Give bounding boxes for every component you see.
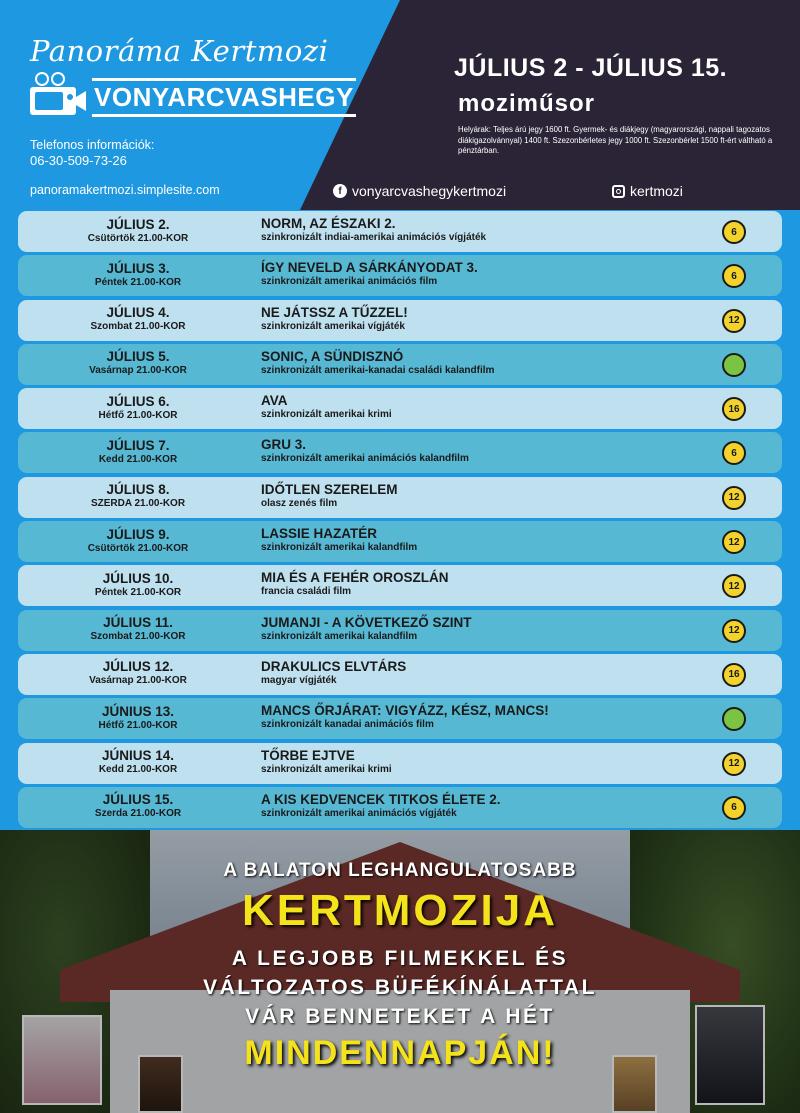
film-genre: szinkronizált amerikai animációs kalandfilm xyxy=(261,453,469,465)
screening-date xyxy=(18,616,258,644)
film-title: AVA xyxy=(261,393,288,409)
logo xyxy=(28,70,356,117)
cinema-photo-banner xyxy=(0,830,800,1113)
schedule-row xyxy=(18,477,782,518)
screening-date xyxy=(18,395,258,423)
screening-time: Vasárnap 21.00-KOR xyxy=(89,675,187,687)
tv-projector-icon xyxy=(28,71,88,117)
screening-day: JÚLIUS 3. xyxy=(106,260,170,276)
screening-day: JÚLIUS 9. xyxy=(106,526,170,542)
film-title: LASSIE HAZATÉR xyxy=(261,526,378,542)
age-rating-badge: 12 xyxy=(722,486,746,510)
screening-date xyxy=(18,306,258,334)
slogan-body xyxy=(0,944,800,1031)
instagram-link[interactable] xyxy=(612,183,683,199)
facebook-handle: vonyarcvashegykertmozi xyxy=(352,183,507,199)
slogan-body-line: VÁR BENNETEKET A HÉT xyxy=(245,1005,555,1028)
screening-date xyxy=(18,528,258,556)
slogan-headline: KERTMOZIJA xyxy=(242,886,558,935)
price-info: Helyárak: Teljes árú jegy 1600 ft. Gyermek- és diákjegy (magyarországi, nappali tagozatos diákigazolvánnyal) 1400 ft. Szezonbérletes jegy 1000 ft. Szezonbérlet 1500 ft-ért váltható a pénztárban. xyxy=(458,125,773,155)
film-genre: szinkronizált amerikai krimi xyxy=(261,763,392,775)
age-rating-badge: 12 xyxy=(722,619,746,643)
screening-date xyxy=(18,705,258,733)
film-title: IDŐTLEN SZERELEM xyxy=(261,481,398,497)
date-range: JÚLIUS 2 - JÚLIUS 15. xyxy=(454,54,728,82)
film-genre: magyar vígjáték xyxy=(261,674,337,686)
film-info xyxy=(261,793,501,821)
screening-day: JÚLIUS 12. xyxy=(102,659,174,675)
schedule-row xyxy=(18,610,782,651)
film-genre: szinkronizált amerikai kalandfilm xyxy=(261,630,418,642)
age-rating-badge: 12 xyxy=(722,574,746,598)
film-info xyxy=(261,704,549,732)
screening-day: JÚLIUS 15. xyxy=(102,792,174,808)
film-title: JUMANJI - A KÖVETKEZŐ SZINT xyxy=(261,614,472,630)
film-title: MANCS ŐRJÁRAT: VIGYÁZZ, KÉSZ, MANCS! xyxy=(261,703,549,719)
screening-time: Hétfő 21.00-KOR xyxy=(98,409,178,421)
film-info xyxy=(261,616,472,644)
screening-date xyxy=(18,660,258,688)
schedule-row xyxy=(18,344,782,385)
screening-time: Csütörtök 21.00-KOR xyxy=(87,542,189,554)
film-title: SONIC, A SÜNDISZNÓ xyxy=(261,348,404,364)
screening-time: Szombat 21.00-KOR xyxy=(90,631,186,643)
screening-date xyxy=(18,218,258,246)
age-rating-badge xyxy=(722,353,746,377)
film-title: ÍGY NEVELD A SÁRKÁNYODAT 3. xyxy=(261,260,478,276)
screening-date xyxy=(18,262,258,290)
film-info xyxy=(261,394,392,422)
screening-day: JÚLIUS 7. xyxy=(106,437,170,453)
film-genre: szinkronizált amerikai animációs vígjáték xyxy=(261,807,457,819)
screening-date xyxy=(18,572,258,600)
film-title: MIA ÉS A FEHÉR OROSZLÁN xyxy=(261,570,449,586)
schedule-row xyxy=(18,654,782,695)
age-rating-badge: 6 xyxy=(722,441,746,465)
screening-time: Vasárnap 21.00-KOR xyxy=(89,365,187,377)
screening-time: Szombat 21.00-KOR xyxy=(90,321,186,333)
age-rating-badge xyxy=(722,707,746,731)
schedule-row xyxy=(18,565,782,606)
screening-date xyxy=(18,749,258,777)
film-info xyxy=(261,306,408,334)
age-rating-badge: 6 xyxy=(722,264,746,288)
screening-day: JÚLIUS 6. xyxy=(106,393,170,409)
screening-day: JÚNIUS 13. xyxy=(101,703,175,719)
screening-day: JÚLIUS 5. xyxy=(106,349,170,365)
screening-date xyxy=(18,483,258,511)
screening-time: Csütörtök 21.00-KOR xyxy=(87,232,189,244)
schedule-row xyxy=(18,211,782,252)
slogan-line-1: A BALATON LEGHANGULATOSABB xyxy=(223,860,577,881)
film-genre: szinkronizált amerikai vígjáték xyxy=(261,320,405,332)
film-info xyxy=(261,483,398,511)
schedule-row xyxy=(18,388,782,429)
screening-day: JÚLIUS 8. xyxy=(106,482,170,498)
film-title: A KIS KEDVENCEK TITKOS ÉLETE 2. xyxy=(261,791,501,807)
screening-day: JÚLIUS 2. xyxy=(106,216,170,232)
film-info xyxy=(261,261,478,289)
screening-time: Hétfő 21.00-KOR xyxy=(98,719,178,731)
film-title: NORM, AZ ÉSZAKI 2. xyxy=(261,216,396,231)
slogan-closing: MINDENNAPJÁN! xyxy=(244,1034,556,1072)
schedule-row xyxy=(18,698,782,739)
screening-time: SZERDA 21.00-KOR xyxy=(90,498,186,510)
slogan-body-line: A LEGJOBB FILMEKKEL ÉS xyxy=(231,947,569,970)
film-genre: olasz zenés film xyxy=(261,497,338,509)
schedule-row xyxy=(18,521,782,562)
film-info xyxy=(261,660,406,688)
film-genre: szinkronizált amerikai krimi xyxy=(261,409,392,421)
film-genre: szinkronizált indiai-amerikai animációs vígjáték xyxy=(261,232,487,243)
age-rating-badge: 12 xyxy=(722,530,746,554)
screening-date xyxy=(18,439,258,467)
phone-label: Telefonos információk: xyxy=(30,138,155,152)
film-genre: szinkronizált kanadai animációs film xyxy=(261,719,434,731)
film-title: NE JÁTSSZ A TŰZZEL! xyxy=(261,304,408,320)
age-rating-badge: 16 xyxy=(722,397,746,421)
slogan-body-line: VÁLTOZATOS BÜFÉKÍNÁLATTAL xyxy=(203,976,597,999)
screening-time: Szerda 21.00-KOR xyxy=(94,808,182,820)
facebook-icon: f xyxy=(333,184,347,198)
screening-day: JÚNIUS 14. xyxy=(101,748,175,764)
film-genre: francia családi film xyxy=(261,586,352,598)
schedule-row xyxy=(18,255,782,296)
schedule-list xyxy=(18,211,782,830)
film-info xyxy=(261,217,486,245)
website-link[interactable]: panoramakertmozi.simplesite.com xyxy=(30,183,220,197)
phone-number[interactable]: 06-30-509-73-26 xyxy=(30,153,127,168)
age-rating-badge: 6 xyxy=(722,796,746,820)
instagram-icon xyxy=(612,185,625,198)
age-rating-badge: 12 xyxy=(722,752,746,776)
screening-time: Péntek 21.00-KOR xyxy=(94,586,182,598)
schedule-row xyxy=(18,432,782,473)
screening-date xyxy=(18,350,258,378)
screening-day: JÚLIUS 11. xyxy=(103,615,173,631)
screening-date xyxy=(18,793,258,821)
brand-name: VONYARCVASHEGY xyxy=(92,78,356,117)
schedule-row xyxy=(18,743,782,784)
film-info xyxy=(261,438,469,466)
facebook-link[interactable] xyxy=(333,183,506,199)
film-title: TŐRBE EJTVE xyxy=(261,747,355,763)
screening-day: JÚLIUS 10. xyxy=(102,570,174,586)
schedule-row xyxy=(18,787,782,828)
screening-time: Péntek 21.00-KOR xyxy=(94,276,182,288)
film-title: DRAKULICS ELVTÁRS xyxy=(261,658,407,674)
schedule-row xyxy=(18,300,782,341)
screening-day: JÚLIUS 4. xyxy=(106,305,170,321)
age-rating-badge: 6 xyxy=(722,220,746,244)
film-title: GRU 3. xyxy=(261,437,307,453)
film-genre: szinkronizált amerikai animációs film xyxy=(261,276,438,288)
film-info xyxy=(261,350,494,378)
screening-time: Kedd 21.00-KOR xyxy=(98,764,178,776)
film-genre: szinkronizált amerikai kalandfilm xyxy=(261,542,418,554)
film-info xyxy=(261,527,417,555)
screening-time: Kedd 21.00-KOR xyxy=(98,453,178,465)
age-rating-badge: 16 xyxy=(722,663,746,687)
program-title: moziműsor xyxy=(458,90,596,117)
film-info xyxy=(261,749,392,777)
brand-script-title: Panoráma Kertmozi xyxy=(30,34,329,68)
film-info xyxy=(261,571,449,599)
film-genre: szinkronizált amerikai-kanadai családi kalandfilm xyxy=(261,364,495,376)
instagram-handle: kertmozi xyxy=(630,183,683,199)
age-rating-badge: 12 xyxy=(722,309,746,333)
